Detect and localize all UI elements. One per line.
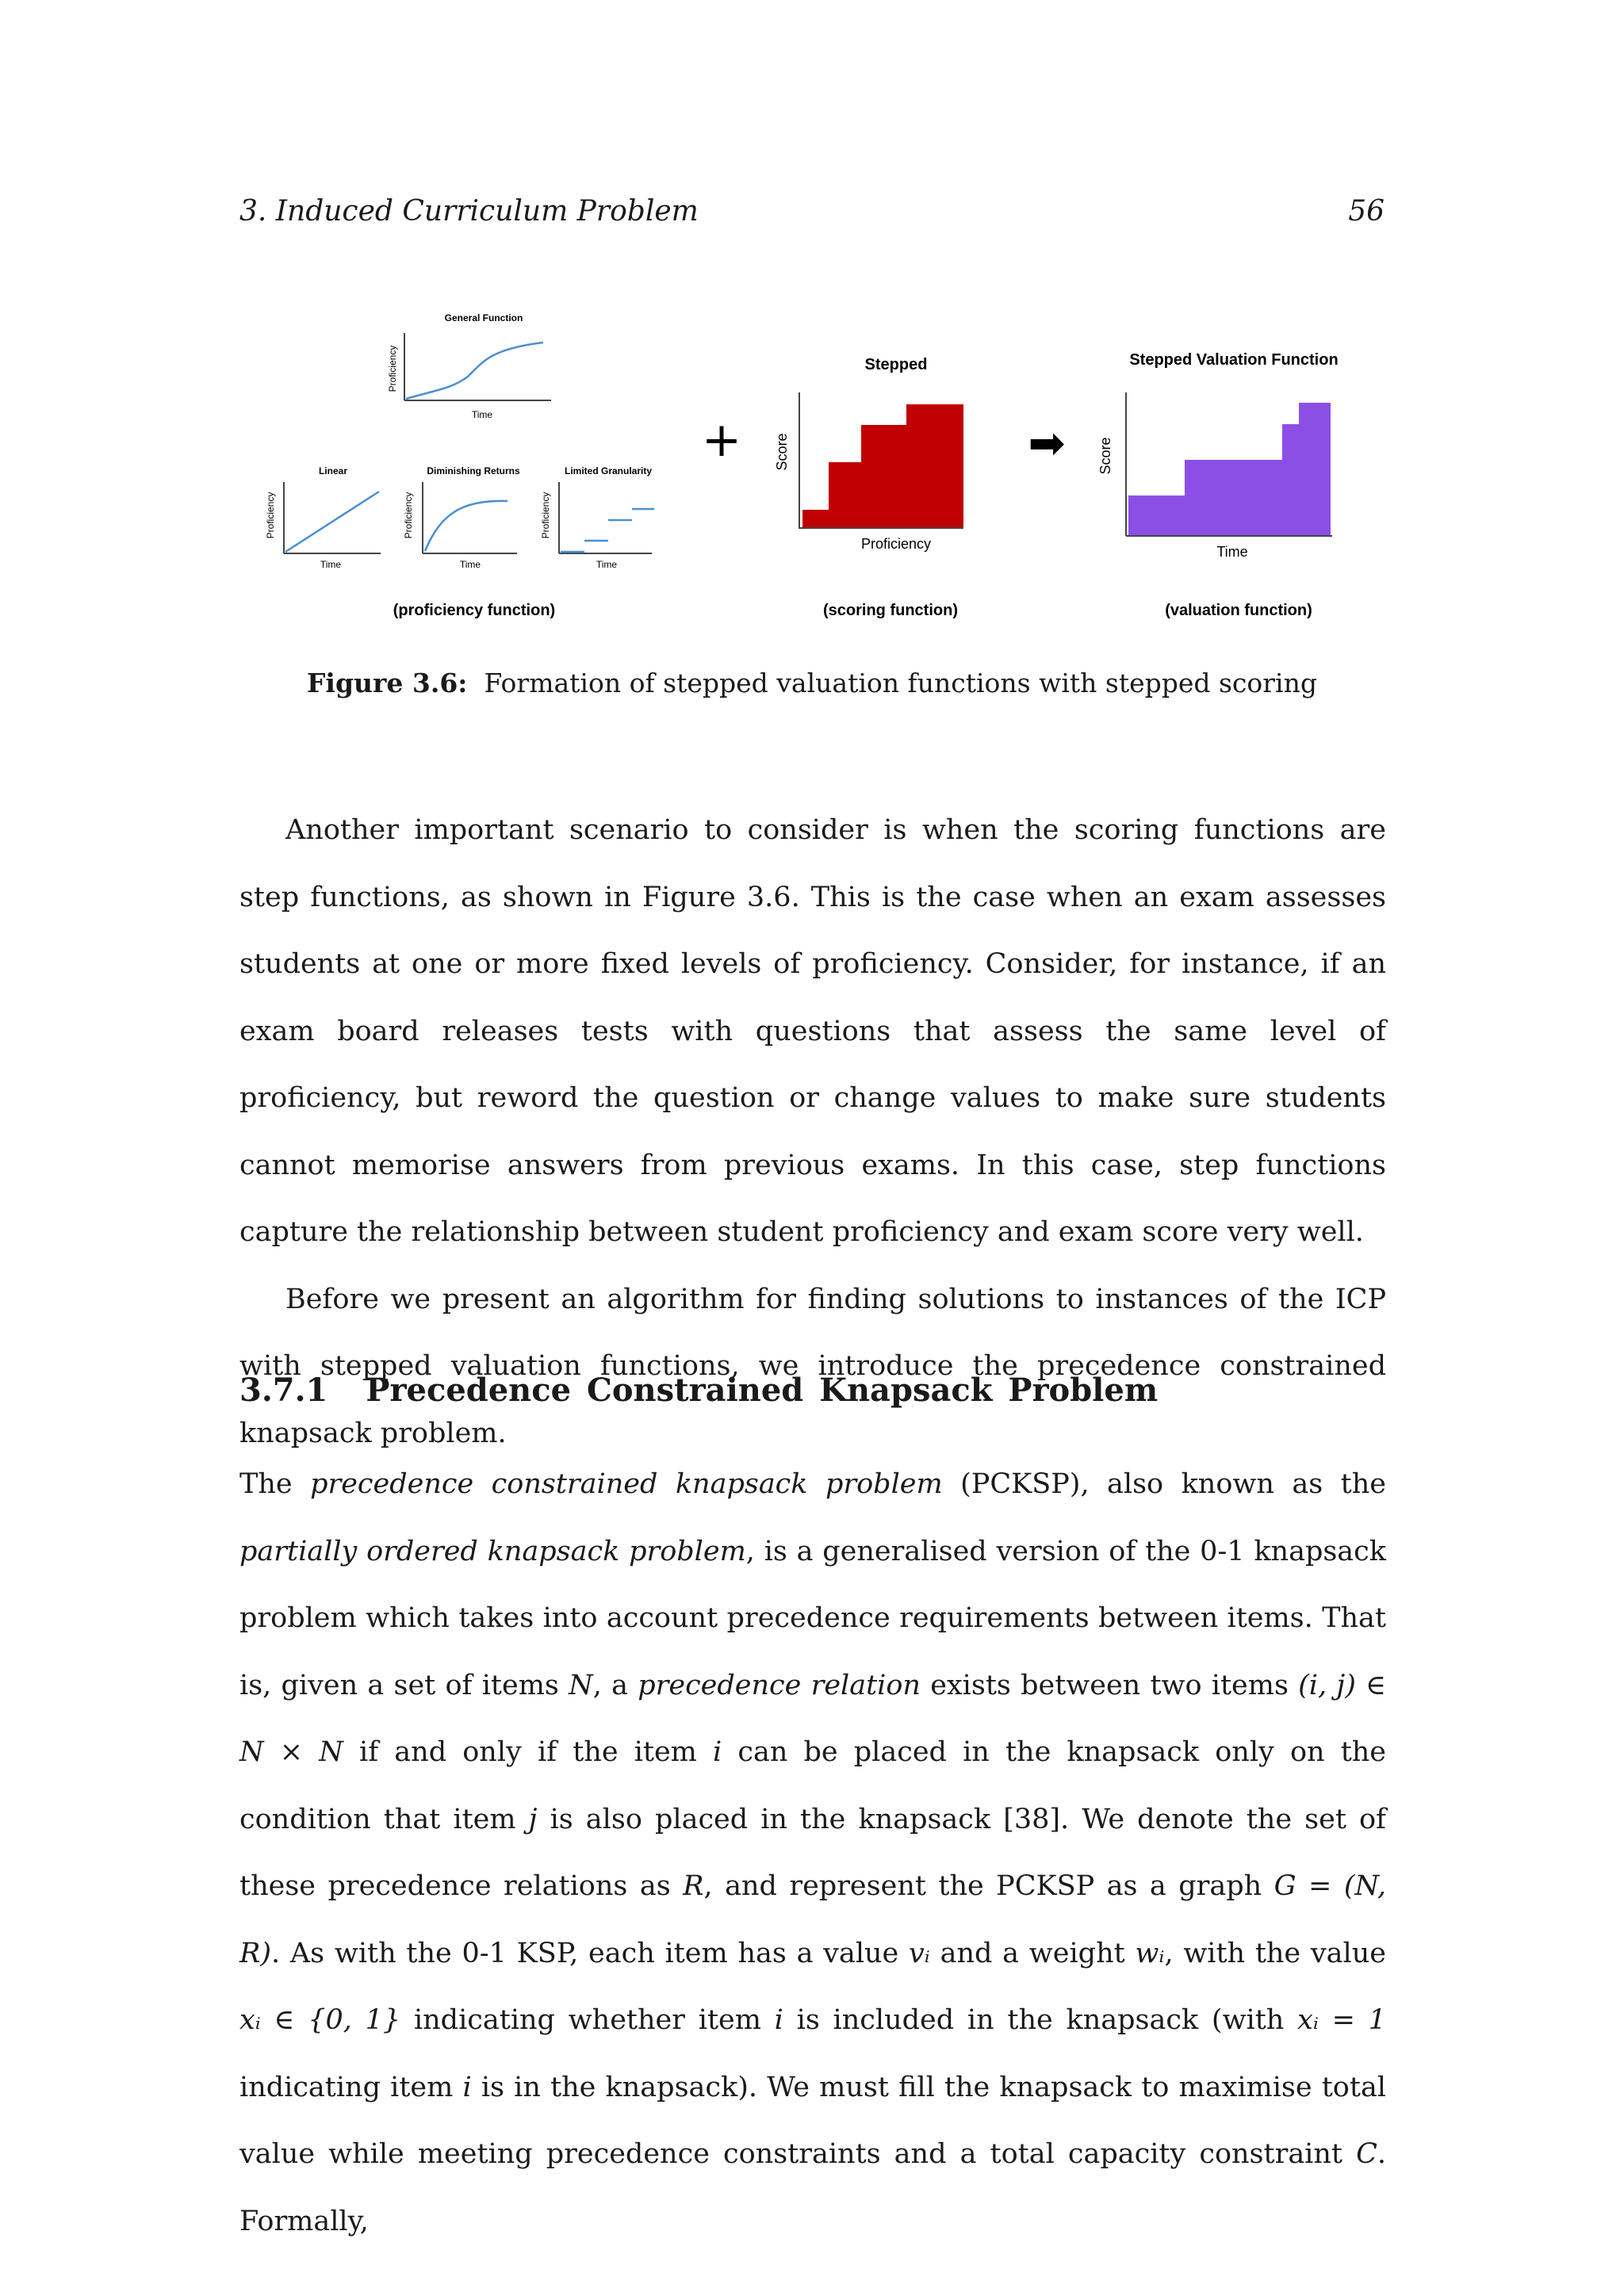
linear-ylabel: Proficiency [265,492,276,539]
valuation-bar-1 [1128,496,1185,535]
paragraph-3: The precedence constrained knapsack problem (PCKSP), also known as the partially ordered knapsack problem, is a generalised version of the 0-1 knapsack problem which takes into account precedence requirements between items. That is, given a set of items N, a precedence relation exists between two items (i, j) ∈ N × N if and only if the item i can be placed in the knapsack only on the condition that item j is also placed in the knapsack [38]. We denote the set of these precedence relations as R, and represent the PCKSP as a graph G = (N, R). As with the 0-1 KSP, each item has a value vᵢ and a weight wᵢ, with the value xᵢ ∈ {0, 1} indicating whether item i is included in the knapsack (with xᵢ = 1 indicating item i is in the knapsack). We must fill the knapsack to maximise total value while meeting precedence constraints and a total capacity constraint C. Formally, [239,1468,1387,2237]
general-title: General Function [444,312,523,323]
plus-sign: + [701,412,742,468]
paragraph-2: Before we present an algorithm for finding solutions to instances of the ICP with stepped valuation functions, we introduce the precedence constrained knapsack problem. [239,1283,1386,1449]
running-head [239,195,1385,228]
pcksp-paragraph [239,1451,1386,2255]
stepped-bar-2 [829,462,862,527]
valuation-bar-3 [1282,424,1300,535]
general-xlabel: Time [471,409,493,420]
figure-caption [0,668,1624,698]
valuation-bar-4 [1299,403,1331,535]
section-heading [239,1372,1158,1409]
diminishing-title: Diminishing Returns [427,465,520,476]
valuation-bar-2 [1185,460,1283,535]
linear-title: Linear [318,465,348,476]
chapter-title: 3. Induced Curriculum Problem [239,195,699,228]
figure-3-6 [238,301,1388,634]
proficiency-group-label: (proficiency function) [393,602,556,619]
general-curve [406,342,543,399]
body-paragraphs [239,797,1386,1467]
valuation-title: Stepped Valuation Function [1129,351,1339,369]
diminishing-ylabel: Proficiency [403,492,414,539]
valuation-ylabel: Score [1097,437,1113,475]
section-title: Precedence Constrained Knapsack Problem [366,1372,1159,1409]
arrow-icon: ➡ [1028,418,1066,469]
linear-curve [285,492,379,552]
section-number: 3.7.1 [239,1372,328,1409]
stepped-title: Stepped [864,356,928,373]
linear-xlabel: Time [320,559,342,570]
stepped-bar-1 [802,510,829,527]
limited-title: Limited Granularity [564,465,653,476]
stepped-bar-4 [906,404,963,527]
limited-ylabel: Proficiency [540,492,551,539]
limited-xlabel: Time [596,559,618,570]
valuation-xlabel: Time [1216,544,1248,560]
diminishing-curve [425,501,508,551]
scoring-group-label: (scoring function) [823,602,958,619]
stepped-bars [802,404,963,527]
stepped-ylabel: Score [774,433,790,471]
limited-steps [561,509,654,552]
paragraph-1: Another important scenario to consider is when the scoring functions are step functions, as shown in Figure 3.6. This is the case when an exam assesses students at one or more fixed levels of proficiency. Consider, for instance, if an exam board releases tests with questions that assess the same level of proficiency, but reword the question or change values to make sure students cannot memorise answers from previous exams. In this case, step functions capture the relationship between student proficiency and exam score very well. [239,814,1386,1248]
valuation-group-label: (valuation function) [1165,602,1312,619]
stepped-xlabel: Proficiency [860,536,932,552]
valuation-bars [1128,403,1331,535]
page-number: 56 [1348,195,1385,228]
diminishing-xlabel: Time [459,559,481,570]
caption-label: Figure 3.6: [306,668,468,698]
stepped-bar-3 [861,425,907,527]
general-ylabel: Proficiency [387,345,398,392]
caption-text: Formation of stepped valuation functions with stepped scoring [484,668,1317,698]
